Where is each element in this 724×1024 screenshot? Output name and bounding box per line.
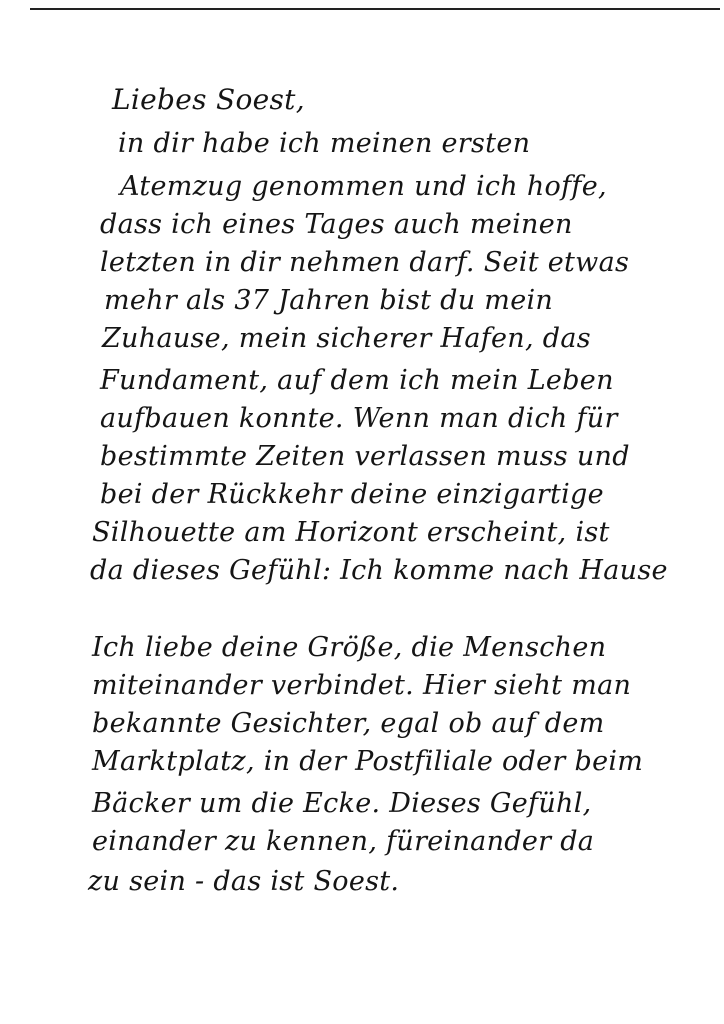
letter-line: Marktplatz, in der Postfiliale oder beim [92,746,644,777]
letter-line: Zuhause, mein sicherer Hafen, das [102,323,591,354]
letter-line: Silhouette am Horizont erscheint, ist [92,517,610,548]
letter-line: Bäcker um die Ecke. Dieses Gefühl, [92,788,592,819]
letter-line: aufbauen konnte. Wenn man dich für [100,403,618,434]
letter-line: da dieses Gefühl: Ich komme nach Hause [90,555,668,586]
letter-greeting: Liebes Soest, [112,83,305,116]
letter-line: bestimmte Zeiten verlassen muss und [100,441,630,472]
letter-line: miteinander verbindet. Hier sieht man [92,670,632,701]
letter-line: dass ich eines Tages auch meinen [100,209,573,240]
letter-line: Ich liebe deine Größe, die Menschen [92,632,607,663]
letter-line: einander zu kennen, füreinander da [92,826,595,857]
letter-line: Fundament, auf dem ich mein Leben [100,365,614,396]
letter-line: zu sein - das ist Soest. [88,866,400,897]
letter-line: mehr als 37 Jahren bist du mein [104,285,554,316]
letter-line: in dir habe ich meinen ersten [118,128,531,159]
letter-line: letzten in dir nehmen darf. Seit etwas [100,247,630,278]
letter-line: bei der Rückkehr deine einzigartige [100,479,604,510]
letter-line: bekannte Gesichter, egal ob auf dem [92,708,605,739]
letter-line: Atemzug genommen und ich hoffe, [120,171,607,202]
